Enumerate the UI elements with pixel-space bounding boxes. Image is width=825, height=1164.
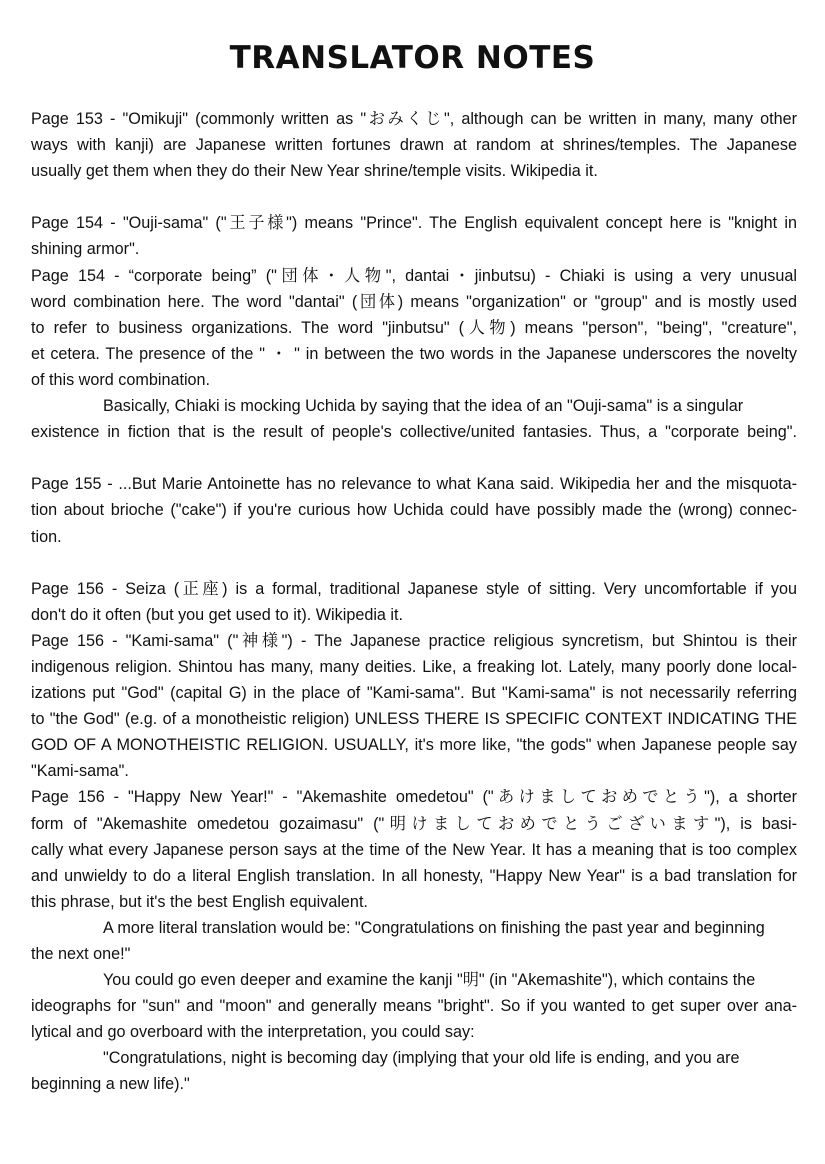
notes-body (31, 106, 797, 1098)
note-line: don't do it often (but you get used to it). Wikipedia it. (31, 605, 404, 624)
page-title: TRANSLATOR NOTES (229, 40, 596, 76)
note-line: et cetera. The presence of the " ・ " in between the two words in the Japanese underscores the novelty (31, 344, 797, 363)
note-line: tion. (31, 527, 62, 546)
note-line: the next one!" (31, 945, 131, 963)
note-line: ideographs for "sun" and "moon" and generally means "bright". So if you wanted to get super over ana- (31, 997, 797, 1016)
note-line: Page 156 - "Kami-sama" ("神様") - The Japanese practice religious syncretism, but Shintou is their (31, 631, 797, 650)
note-line: Page 156 - Seiza (正座) is a formal, traditional Japanese style of sitting. Very uncomfortable if you (31, 579, 797, 598)
note-line: A more literal translation would be: "Congratulations on finishing the past year and beginning (103, 918, 765, 937)
note-line: to refer to business organizations. The word "jinbutsu" (人物) means "person", "being", "creature", (31, 318, 797, 337)
note-line: shining armor". (31, 240, 140, 259)
note-line: Page 155 - ...But Marie Antoinette has no relevance to what Kana said. Wikipedia her and the misquota- (31, 475, 797, 494)
note-line: "Congratulations, night is becoming day (implying that your old life is ending, and you are (103, 1049, 740, 1068)
note-line: You could go even deeper and examine the kanji "明" (in "Akemashite"), which contains the (103, 971, 756, 990)
paragraph-gap (31, 550, 797, 576)
paragraph-gap (31, 445, 797, 471)
note-line: existence in fiction that is the result of people's collective/united fantasies. Thus, a "corporate being". (31, 423, 797, 442)
note-line: and unwieldy to do a literal English translation. In all honesty, "Happy New Year" is a bad translation for (31, 866, 797, 885)
note-line: ways with kanji) are Japanese written fortunes drawn at random at shrines/temples. The Japanese (31, 136, 797, 155)
note-line: Page 153 - "Omikuji" (commonly written as "おみくじ", although can be written in many, many other (31, 110, 797, 128)
note-line: tion about brioche ("cake") if you're curious how Uchida could have possibly made the (wrong) connec- (31, 501, 797, 520)
note-line: usually get them when they do their New Year shrine/temple visits. Wikipedia it. (31, 162, 598, 181)
note-line: Page 156 - "Happy New Year!" - "Akemashite omedetou" ("あけましておめでとう"), a shorter (31, 788, 797, 807)
note-line: lytical and go overboard with the interpretation, you could say: (31, 1023, 475, 1042)
note-line: word combination here. The word "dantai" (団体) means "organization" or "group" and is mostly used (31, 292, 797, 311)
note-line: form of "Akemashite omedetou gozaimasu" ("明けましておめでとうございます"), is basi- (31, 814, 797, 833)
note-line: beginning a new life)." (31, 1075, 190, 1094)
note-line: indigenous religion. Shintou has many, many deities. Like, a freaking lot. Lately, many poorly done local- (31, 657, 797, 676)
note-line: Page 154 - “corporate being” ("団体・人物", dantai・jinbutsu) - Chiaki is using a very unusual (31, 266, 797, 285)
note-line: this phrase, but it's the best English equivalent. (31, 892, 368, 911)
note-line: Basically, Chiaki is mocking Uchida by saying that the idea of an "Ouji-sama" is a singular (103, 397, 744, 416)
paragraph-gap (31, 184, 797, 210)
note-line: of this word combination. (31, 370, 211, 389)
note-line: izations put "God" (capital G) in the place of "Kami-sama". But "Kami-sama" is not necessarily referring (31, 684, 797, 703)
note-line: "Kami-sama". (31, 762, 129, 781)
note-line: Page 154 - "Ouji-sama" ("王子様") means "Prince". The English equivalent concept here is "knight in (31, 214, 797, 233)
note-line: GOD OF A MONOTHEISTIC RELIGION. USUALLY, it's more like, "the gods" when Japanese people say (31, 736, 797, 755)
note-line: to "the God" (e.g. of a monotheistic religion) UNLESS THERE IS SPECIFIC CONTEXT INDICATING THE (31, 710, 797, 729)
note-line: cally what every Japanese person says at the time of the New Year. It has a meaning that is too complex (31, 840, 797, 859)
